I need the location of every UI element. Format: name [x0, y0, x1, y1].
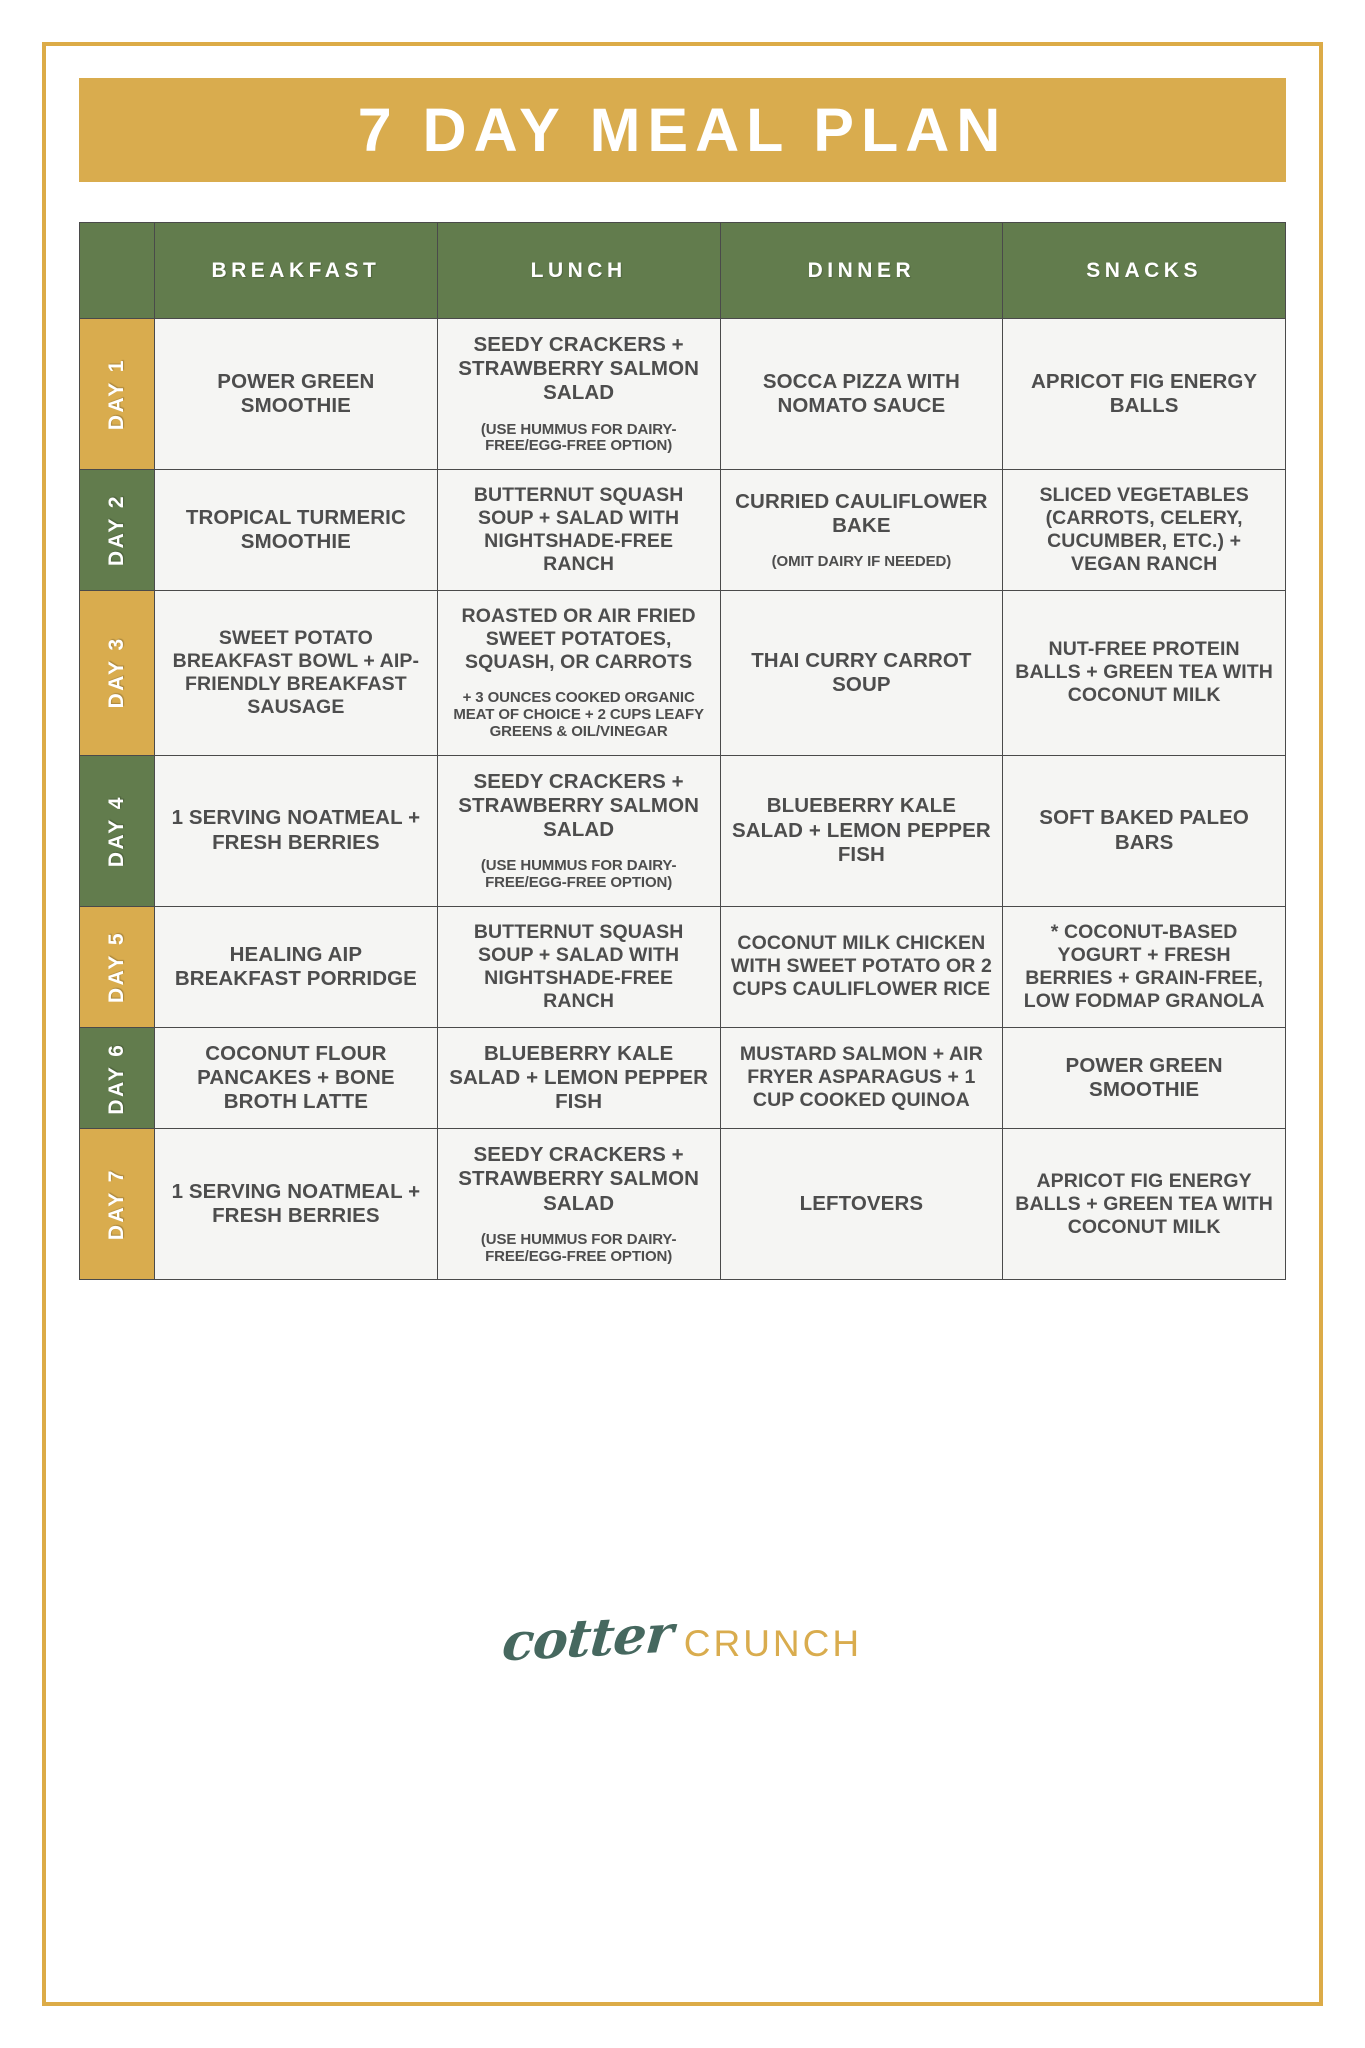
- title-banner: [79, 78, 1286, 182]
- meal-text: BLUEBERRY KALE SALAD + LEMON PEPPER FISH: [449, 1041, 709, 1114]
- table-header-row: [80, 223, 1286, 319]
- meal-text: LEFTOVERS: [799, 1192, 924, 1216]
- meal-cell-snacks: [1003, 591, 1286, 755]
- meal-note: (USE HUMMUS FOR DAIRY-FREE/EGG-FREE OPTION): [480, 857, 677, 891]
- meal-text: POWER GREEN SMOOTHIE: [1065, 1053, 1223, 1101]
- meal-text: SEEDY CRACKERS + STRAWBERRY SALMON SALAD: [458, 1143, 700, 1215]
- page-title: 7 DAY MEAL PLAN: [357, 95, 1008, 164]
- meal-cell-breakfast: [155, 1027, 438, 1129]
- meal-text: APRICOT FIG ENERGY BALLS + GREEN TEA WITH COCONUT MILK: [1015, 1169, 1273, 1238]
- table-row: [80, 591, 1286, 755]
- meal-cell-breakfast: [155, 591, 438, 755]
- day-label: DAY 4: [105, 794, 128, 867]
- meal-text: SLICED VEGETABLES (CARROTS, CELERY, CUCUMBER, ETC.) + VEGAN RANCH: [1039, 484, 1249, 576]
- column-header-dinner: DINNER: [720, 223, 1003, 319]
- meal-text: SEEDY CRACKERS + STRAWBERRY SALMON SALAD: [458, 769, 700, 841]
- meal-text: BUTTERNUT SQUASH SOUP + SALAD WITH NIGHTSHADE-FREE RANCH: [473, 920, 684, 1012]
- meal-text: 1 SERVING NOATMEAL + FRESH BERRIES: [171, 806, 421, 854]
- meal-text: BUTTERNUT SQUASH SOUP + SALAD WITH NIGHTSHADE-FREE RANCH: [473, 484, 684, 576]
- day-label: DAY 5: [105, 930, 128, 1003]
- table-row: [80, 1129, 1286, 1280]
- meal-cell-lunch: [437, 591, 720, 755]
- day-label-cell: [80, 755, 155, 906]
- column-header-lunch: LUNCH: [437, 223, 720, 319]
- meal-cell-lunch: [437, 906, 720, 1027]
- meal-cell-snacks: [1003, 755, 1286, 906]
- footer: [79, 1280, 1286, 2006]
- logo-script-text: cotter: [499, 1603, 675, 1674]
- day-label: DAY 7: [105, 1168, 128, 1241]
- meal-cell-dinner: [720, 470, 1003, 591]
- meal-text: TROPICAL TURMERIC SMOOTHIE: [185, 505, 406, 554]
- meal-text: BLUEBERRY KALE SALAD + LEMON PEPPER FISH: [731, 794, 991, 866]
- day-label-cell: [80, 591, 155, 755]
- day-label-cell: [80, 319, 155, 470]
- meal-cell-lunch: [437, 755, 720, 906]
- table-row: [80, 319, 1286, 470]
- day-label-cell: [80, 470, 155, 591]
- meal-text: APRICOT FIG ENERGY BALLS: [1031, 369, 1258, 418]
- meal-cell-lunch: [437, 1129, 720, 1280]
- cotter-crunch-logo: [499, 1603, 863, 1674]
- meal-note: + 3 OUNCES COOKED ORGANIC MEAT OF CHOICE + 2 CUPS LEAFY GREENS & OIL/VINEGAR: [453, 689, 704, 740]
- meal-cell-dinner: [720, 1027, 1003, 1129]
- meal-cell-lunch: [437, 470, 720, 591]
- meal-cell-snacks: [1003, 319, 1286, 470]
- meal-cell-dinner: [720, 755, 1003, 906]
- meal-note: (USE HUMMUS FOR DAIRY-FREE/EGG-FREE OPTION): [480, 420, 677, 455]
- table-corner-cell: [80, 223, 155, 319]
- table-row: [80, 906, 1286, 1027]
- meal-plan-table: [79, 222, 1286, 1280]
- meal-cell-dinner: [720, 1129, 1003, 1280]
- meal-cell-snacks: [1003, 470, 1286, 591]
- meal-text: HEALING AIP BREAKFAST PORRIDGE: [174, 942, 417, 990]
- meal-text: SOFT BAKED PALEO BARS: [1039, 806, 1249, 854]
- day-label: DAY 3: [105, 636, 128, 709]
- meal-cell-snacks: [1003, 1027, 1286, 1129]
- meal-text: * COCONUT-BASED YOGURT + FRESH BERRIES + GRAIN-FREE, LOW FODMAP GRANOLA: [1023, 920, 1265, 1012]
- day-label: DAY 1: [105, 358, 128, 431]
- meal-cell-snacks: [1003, 1129, 1286, 1280]
- meal-text: POWER GREEN SMOOTHIE: [217, 369, 375, 418]
- meal-cell-breakfast: [155, 906, 438, 1027]
- meal-cell-breakfast: [155, 755, 438, 906]
- meal-text: SWEET POTATO BREAKFAST BOWL + AIP-FRIENDLY BREAKFAST SAUSAGE: [172, 626, 420, 718]
- meal-cell-breakfast: [155, 319, 438, 470]
- meal-cell-dinner: [720, 906, 1003, 1027]
- meal-note: (OMIT DAIRY IF NEEDED): [771, 552, 952, 570]
- day-label-cell: [80, 906, 155, 1027]
- day-label-cell: [80, 1129, 155, 1280]
- meal-cell-dinner: [720, 591, 1003, 755]
- meal-note: (USE HUMMUS FOR DAIRY-FREE/EGG-FREE OPTION): [480, 1230, 677, 1265]
- table-body: [80, 319, 1286, 1280]
- meal-cell-dinner: [720, 319, 1003, 470]
- logo-caps-text: CRUNCH: [683, 1622, 863, 1664]
- meal-cell-snacks: [1003, 906, 1286, 1027]
- day-label: DAY 6: [105, 1041, 128, 1115]
- column-header-snacks: SNACKS: [1003, 223, 1286, 319]
- meal-text: MUSTARD SALMON + AIR FRYER ASPARAGUS + 1 CUP COOKED QUINOA: [739, 1043, 983, 1112]
- meal-text: SEEDY CRACKERS + STRAWBERRY SALMON SALAD: [458, 333, 700, 405]
- meal-cell-lunch: [437, 1027, 720, 1129]
- meal-cell-lunch: [437, 319, 720, 470]
- meal-text: COCONUT FLOUR PANCAKES + BONE BROTH LATTE: [197, 1041, 395, 1114]
- meal-text: CURRIED CAULIFLOWER BAKE: [735, 489, 988, 537]
- table-row: [80, 1027, 1286, 1129]
- meal-text: NUT-FREE PROTEIN BALLS + GREEN TEA WITH COCONUT MILK: [1015, 638, 1273, 707]
- meal-text: ROASTED OR AIR FRIED SWEET POTATOES, SQUASH, OR CARROTS: [461, 605, 696, 674]
- table-row: [80, 755, 1286, 906]
- table-row: [80, 470, 1286, 591]
- meal-text: THAI CURRY CARROT SOUP: [751, 648, 972, 696]
- day-label: DAY 2: [105, 494, 128, 567]
- column-header-breakfast: BREAKFAST: [155, 223, 438, 319]
- meal-cell-breakfast: [155, 470, 438, 591]
- meal-text: 1 SERVING NOATMEAL + FRESH BERRIES: [171, 1180, 421, 1228]
- meal-text: COCONUT MILK CHICKEN WITH SWEET POTATO OR 2 CUPS CAULIFLOWER RICE: [730, 932, 992, 1001]
- meal-text: SOCCA PIZZA WITH NOMATO SAUCE: [762, 369, 960, 418]
- day-label-cell: [80, 1027, 155, 1129]
- meal-cell-breakfast: [155, 1129, 438, 1280]
